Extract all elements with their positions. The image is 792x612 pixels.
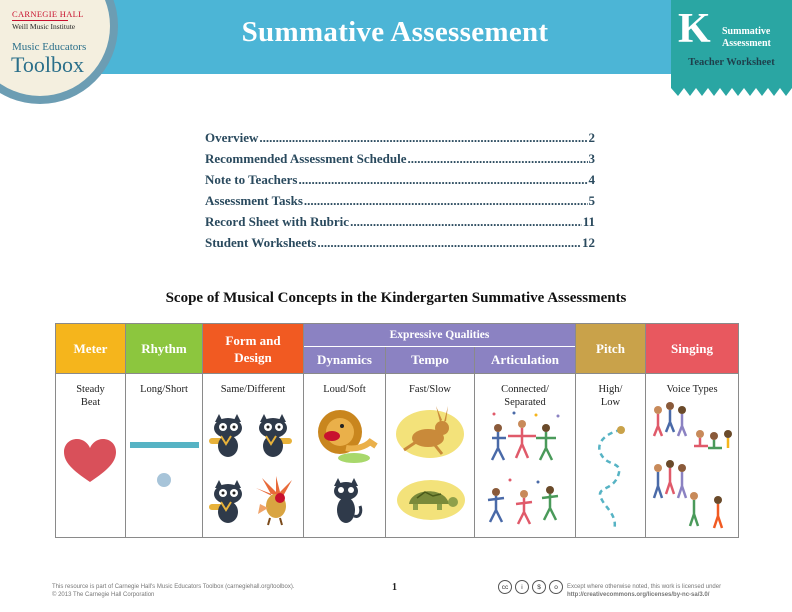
logo-weill: Weill Music Institute — [12, 22, 76, 31]
column-divider — [303, 323, 304, 538]
header-articulation — [475, 347, 575, 373]
header-pitch-label: Pitch — [596, 340, 625, 356]
column-divider — [385, 347, 386, 538]
bird-icon — [252, 474, 298, 526]
logo-music-educators: Music Educators — [12, 41, 87, 53]
toc-leader — [259, 130, 587, 146]
header-tempo-label: Tempo — [411, 352, 449, 367]
header-singing-label: Singing — [671, 340, 713, 356]
toc-page: 4 — [588, 172, 595, 187]
header-design-label: Design — [234, 349, 272, 365]
cat-icon — [326, 476, 366, 526]
badge-line2: Assessment — [722, 38, 771, 49]
cell-form: Same/Different — [220, 384, 286, 395]
toc-label: Overview — [205, 130, 259, 145]
header-form-label: Form and — [225, 332, 281, 348]
toc-label: Recommended Assessment Schedule — [205, 151, 407, 166]
singers-icon — [648, 456, 738, 532]
logo-carnegie-hall: CARNEGIE HALL — [12, 9, 84, 19]
column-divider — [575, 323, 576, 538]
singers-icon — [650, 398, 736, 454]
logo-rule — [12, 20, 68, 21]
header-dynamics-label: Dynamics — [317, 352, 372, 367]
noncommercial-icon: $ — [532, 580, 546, 594]
logo-toolbox: Toolbox — [11, 52, 85, 77]
license-link[interactable]: http://creativecommons.org/licenses/by-nc-sa/3.0/ — [567, 592, 710, 598]
toc-page: 2 — [588, 130, 595, 145]
badge-label — [722, 26, 771, 50]
column-divider — [645, 323, 646, 538]
lion-icon — [310, 406, 380, 464]
cat-icon — [252, 412, 294, 458]
footer-credit — [52, 583, 294, 599]
cell-articulation — [475, 383, 575, 409]
dancers-separated-icon — [484, 476, 568, 532]
toc-page: 3 — [588, 151, 595, 166]
toc-entry[interactable] — [205, 130, 595, 151]
header-meter — [56, 324, 125, 373]
cat-icon — [207, 412, 249, 458]
cc-icon: cc — [498, 580, 512, 594]
page-number: 1 — [392, 582, 397, 593]
column-divider — [474, 347, 475, 538]
dancers-connected-icon — [484, 410, 568, 470]
pitch-line-icon — [588, 420, 636, 532]
cell-pitch — [576, 383, 645, 409]
header-meter-label: Meter — [73, 340, 108, 356]
cell-pitch-line1: High/ — [598, 384, 623, 395]
toc-page: 5 — [588, 193, 595, 208]
long-short-icon — [130, 440, 200, 490]
cell-articulation-line2: Separated — [504, 397, 546, 408]
pitch-dot — [617, 426, 625, 434]
header-articulation-label: Articulation — [491, 352, 559, 367]
cell-meter — [56, 383, 125, 409]
toc-label: Assessment Tasks — [205, 193, 303, 208]
short-dot — [157, 473, 171, 487]
header-expressive-qualities — [304, 324, 575, 346]
header-tempo — [386, 347, 474, 373]
page-title: Summative Assessement — [241, 16, 549, 48]
table-of-contents — [205, 130, 595, 256]
badge-subtitle: Teacher Worksheet — [688, 57, 775, 68]
badge-grade: K — [678, 6, 711, 52]
cell-meter-line2: Beat — [80, 397, 101, 408]
toc-entry[interactable] — [205, 235, 595, 256]
column-divider — [125, 323, 126, 538]
cell-articulation-line1: Connected/ — [501, 384, 549, 395]
toc-page: 11 — [582, 214, 595, 229]
attribution-icon: i — [515, 580, 529, 594]
cat-icon — [207, 478, 249, 524]
footer-copyright: © 2013 The Carnegie Hall Corporation — [52, 592, 155, 598]
toc-leader — [408, 151, 588, 167]
cell-pitch-line2: Low — [600, 397, 621, 408]
toc-label: Student Worksheets — [205, 235, 317, 250]
toc-entry[interactable] — [205, 151, 595, 172]
header-singing — [646, 324, 738, 373]
header-pitch — [576, 324, 645, 373]
heart-icon — [62, 438, 118, 486]
header-divider — [55, 373, 739, 374]
scope-title: Scope of Musical Concepts in the Kindergarten Summative Assessments — [165, 290, 627, 306]
sharealike-icon: o — [549, 580, 563, 594]
cell-dynamics: Loud/Soft — [323, 384, 366, 395]
rabbit-icon — [392, 404, 468, 462]
toc-page: 12 — [582, 235, 595, 250]
cell-singing: Voice Types — [666, 384, 718, 395]
toc-entry[interactable] — [205, 172, 595, 193]
toc-leader — [350, 214, 582, 230]
toc-label: Note to Teachers — [205, 172, 298, 187]
toc-label: Record Sheet with Rubric — [205, 214, 350, 229]
license-notice — [567, 583, 721, 599]
turtle-icon — [395, 476, 467, 522]
toc-leader — [317, 235, 581, 251]
header-form-design — [203, 324, 303, 373]
footer-credit-line1: This resource is part of Carnegie Hall's Music Educators Toolbox (carnegiehall.org/toolbox). — [52, 584, 295, 590]
badge-line1: Summative — [722, 26, 771, 37]
column-divider — [202, 323, 203, 538]
cell-rhythm: Long/Short — [140, 384, 188, 395]
toc-leader — [298, 172, 587, 188]
header-expressive-label: Expressive Qualities — [389, 329, 490, 341]
cell-meter-line1: Steady — [76, 384, 105, 395]
header-rhythm-label: Rhythm — [141, 340, 187, 356]
header-rhythm — [126, 324, 202, 373]
long-bar — [130, 442, 199, 448]
license-text: Except where otherwise noted, this work is licensed under — [567, 584, 722, 590]
toc-entry[interactable] — [205, 214, 595, 235]
toc-entry[interactable] — [205, 193, 595, 214]
toc-leader — [304, 193, 588, 209]
header-dynamics — [304, 347, 385, 373]
cell-tempo: Fast/Slow — [408, 384, 451, 395]
